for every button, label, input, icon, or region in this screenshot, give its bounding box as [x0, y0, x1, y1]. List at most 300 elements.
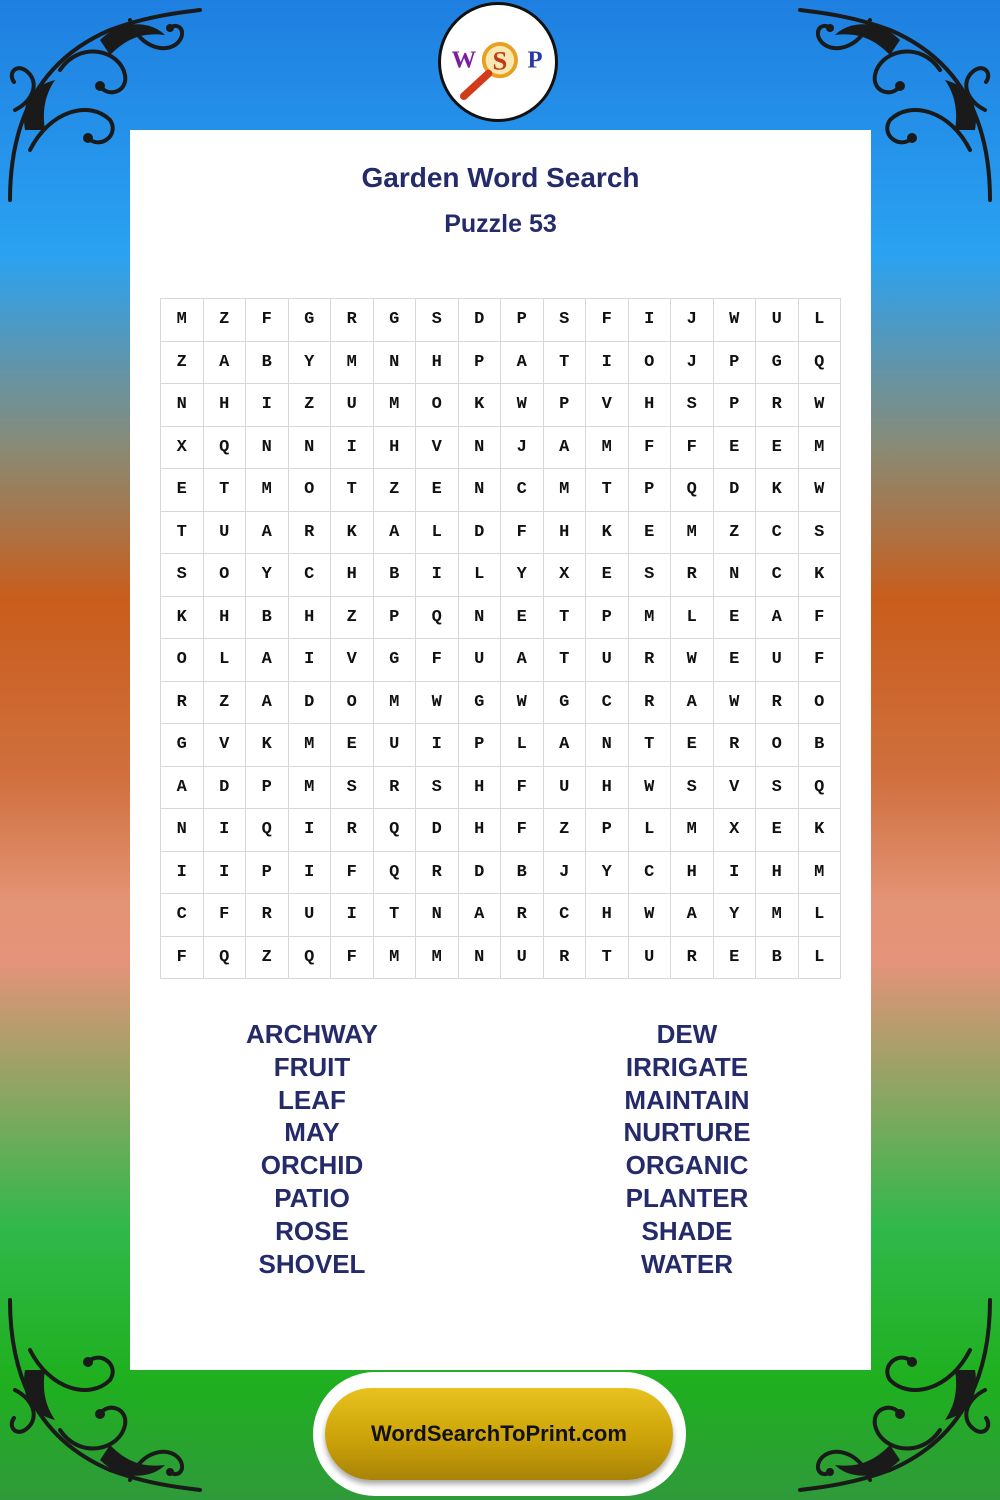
grid-cell[interactable]: Y: [713, 894, 756, 937]
grid-row: [161, 894, 841, 937]
grid-cell[interactable]: A: [246, 681, 289, 724]
grid-row: [161, 639, 841, 682]
puzzle-sheet: [130, 130, 871, 1370]
grid-cell[interactable]: Q: [798, 341, 841, 384]
grid-cell[interactable]: K: [798, 809, 841, 852]
grid-cell[interactable]: L: [671, 596, 714, 639]
word-list-item: LEAF: [278, 1084, 346, 1115]
grid-cell[interactable]: F: [586, 299, 629, 342]
grid-cell[interactable]: R: [713, 724, 756, 767]
grid-cell[interactable]: U: [543, 766, 586, 809]
grid-row: [161, 724, 841, 767]
grid-cell[interactable]: S: [671, 766, 714, 809]
word-list-left: [187, 1018, 437, 1280]
grid-cell[interactable]: I: [288, 809, 331, 852]
grid-cell[interactable]: D: [713, 469, 756, 512]
grid-cell[interactable]: H: [331, 554, 374, 597]
grid-cell[interactable]: F: [161, 936, 204, 979]
grid-cell[interactable]: T: [628, 724, 671, 767]
grid-cell[interactable]: J: [671, 341, 714, 384]
grid-cell[interactable]: L: [798, 299, 841, 342]
grid-cell[interactable]: M: [246, 469, 289, 512]
grid-cell[interactable]: S: [798, 511, 841, 554]
grid-cell[interactable]: O: [203, 554, 246, 597]
grid-cell[interactable]: F: [331, 936, 374, 979]
grid-cell[interactable]: H: [543, 511, 586, 554]
grid-cell[interactable]: U: [203, 511, 246, 554]
grid-cell[interactable]: U: [373, 724, 416, 767]
grid-cell[interactable]: T: [203, 469, 246, 512]
logo-letter-p: P: [527, 46, 543, 74]
grid-cell[interactable]: R: [756, 384, 799, 427]
grid-cell[interactable]: Q: [246, 809, 289, 852]
grid-cell[interactable]: Z: [331, 596, 374, 639]
grid-cell[interactable]: S: [161, 554, 204, 597]
grid-cell[interactable]: I: [288, 639, 331, 682]
grid-cell[interactable]: R: [756, 681, 799, 724]
grid-row: [161, 341, 841, 384]
puzzle-number: Puzzle 53: [444, 210, 557, 238]
grid-cell[interactable]: R: [288, 511, 331, 554]
grid-cell[interactable]: E: [501, 596, 544, 639]
grid-row: [161, 384, 841, 427]
grid-cell[interactable]: F: [416, 639, 459, 682]
grid-cell[interactable]: I: [628, 299, 671, 342]
grid-cell[interactable]: D: [458, 511, 501, 554]
grid-cell[interactable]: W: [628, 766, 671, 809]
grid-cell[interactable]: H: [628, 384, 671, 427]
grid-cell[interactable]: N: [288, 426, 331, 469]
logo-letter-w: W: [451, 46, 477, 74]
grid-cell[interactable]: C: [501, 469, 544, 512]
grid-cell[interactable]: D: [416, 809, 459, 852]
grid-cell[interactable]: I: [331, 894, 374, 937]
grid-cell[interactable]: R: [416, 851, 459, 894]
word-list-item: ORCHID: [260, 1150, 364, 1181]
grid-cell[interactable]: M: [586, 426, 629, 469]
grid-cell[interactable]: O: [288, 469, 331, 512]
grid-cell[interactable]: S: [628, 554, 671, 597]
grid-cell[interactable]: M: [288, 724, 331, 767]
grid-cell[interactable]: M: [798, 426, 841, 469]
grid-cell[interactable]: N: [713, 554, 756, 597]
grid-cell[interactable]: K: [246, 724, 289, 767]
grid-cell[interactable]: A: [543, 724, 586, 767]
word-list-item: MAINTAIN: [624, 1084, 750, 1115]
grid-cell[interactable]: X: [543, 554, 586, 597]
grid-cell[interactable]: V: [416, 426, 459, 469]
grid-cell[interactable]: I: [416, 554, 459, 597]
grid-cell[interactable]: L: [628, 809, 671, 852]
grid-cell[interactable]: I: [203, 851, 246, 894]
grid-cell[interactable]: W: [501, 681, 544, 724]
grid-cell[interactable]: V: [713, 766, 756, 809]
grid-cell[interactable]: J: [501, 426, 544, 469]
grid-cell[interactable]: R: [628, 639, 671, 682]
grid-cell[interactable]: C: [161, 894, 204, 937]
grid-cell[interactable]: R: [671, 936, 714, 979]
grid-cell[interactable]: Z: [713, 511, 756, 554]
grid-cell[interactable]: M: [798, 851, 841, 894]
word-list-item: SHOVEL: [258, 1248, 366, 1279]
footer-badge: [313, 1372, 686, 1496]
grid-cell[interactable]: I: [586, 341, 629, 384]
grid-cell[interactable]: X: [161, 426, 204, 469]
grid-cell[interactable]: V: [331, 639, 374, 682]
grid-cell[interactable]: L: [458, 554, 501, 597]
grid-cell[interactable]: J: [543, 851, 586, 894]
grid-cell[interactable]: W: [798, 469, 841, 512]
grid-cell[interactable]: D: [288, 681, 331, 724]
grid-cell[interactable]: M: [543, 469, 586, 512]
grid-cell[interactable]: R: [331, 299, 374, 342]
grid-cell[interactable]: K: [586, 511, 629, 554]
grid-cell[interactable]: C: [288, 554, 331, 597]
word-list-item: ARCHWAY: [246, 1019, 378, 1049]
grid-cell[interactable]: H: [203, 596, 246, 639]
grid-cell[interactable]: E: [416, 469, 459, 512]
grid-cell[interactable]: A: [671, 894, 714, 937]
grid-cell[interactable]: L: [416, 511, 459, 554]
grid-cell[interactable]: Z: [203, 299, 246, 342]
grid-cell[interactable]: H: [756, 851, 799, 894]
grid-cell[interactable]: E: [586, 554, 629, 597]
word-list-item: ROSE: [275, 1215, 349, 1246]
grid-cell[interactable]: G: [373, 299, 416, 342]
grid-cell[interactable]: O: [756, 724, 799, 767]
word-list-item: IRRIGATE: [625, 1051, 749, 1082]
grid-cell[interactable]: B: [373, 554, 416, 597]
grid-row: [161, 554, 841, 597]
grid-row: [161, 426, 841, 469]
grid-cell[interactable]: P: [713, 384, 756, 427]
grid-row: [161, 681, 841, 724]
grid-cell[interactable]: Y: [246, 554, 289, 597]
grid-cell[interactable]: P: [586, 596, 629, 639]
grid-cell[interactable]: P: [246, 851, 289, 894]
grid-cell[interactable]: A: [203, 341, 246, 384]
grid-cell[interactable]: P: [501, 299, 544, 342]
grid-cell[interactable]: R: [543, 936, 586, 979]
grid-cell[interactable]: E: [671, 724, 714, 767]
word-list-right: [562, 1018, 812, 1280]
grid-cell[interactable]: M: [756, 894, 799, 937]
grid-cell[interactable]: S: [543, 299, 586, 342]
grid-cell[interactable]: P: [458, 341, 501, 384]
grid-cell[interactable]: K: [161, 596, 204, 639]
wsp-logo[interactable]: [438, 2, 558, 122]
word-list-item: MAY: [284, 1117, 340, 1148]
grid-cell[interactable]: B: [246, 341, 289, 384]
grid-cell[interactable]: L: [798, 936, 841, 979]
grid-cell[interactable]: M: [373, 681, 416, 724]
grid-cell[interactable]: T: [161, 511, 204, 554]
word-list-item: NURTURE: [623, 1117, 751, 1148]
grid-cell[interactable]: P: [246, 766, 289, 809]
grid-row: [161, 511, 841, 554]
grid-cell[interactable]: P: [458, 724, 501, 767]
grid-cell[interactable]: N: [586, 724, 629, 767]
grid-cell[interactable]: Q: [288, 936, 331, 979]
grid-cell[interactable]: M: [373, 384, 416, 427]
grid-cell[interactable]: F: [798, 639, 841, 682]
grid-cell[interactable]: W: [416, 681, 459, 724]
grid-cell[interactable]: Z: [246, 936, 289, 979]
grid-cell[interactable]: C: [586, 681, 629, 724]
grid-row: [161, 299, 841, 342]
grid-cell[interactable]: Z: [543, 809, 586, 852]
grid-cell[interactable]: A: [246, 639, 289, 682]
grid-cell[interactable]: N: [458, 596, 501, 639]
grid-row: [161, 809, 841, 852]
grid-cell[interactable]: E: [331, 724, 374, 767]
grid-cell[interactable]: Y: [586, 851, 629, 894]
grid-cell[interactable]: A: [671, 681, 714, 724]
grid-cell[interactable]: S: [756, 766, 799, 809]
grid-cell[interactable]: T: [543, 341, 586, 384]
grid-cell[interactable]: U: [331, 384, 374, 427]
grid-cell[interactable]: N: [373, 341, 416, 384]
grid-cell[interactable]: K: [756, 469, 799, 512]
grid-cell[interactable]: F: [501, 809, 544, 852]
grid-cell[interactable]: B: [798, 724, 841, 767]
grid-cell[interactable]: I: [416, 724, 459, 767]
grid-cell[interactable]: R: [373, 766, 416, 809]
grid-cell[interactable]: R: [331, 809, 374, 852]
grid-cell[interactable]: W: [713, 299, 756, 342]
grid-cell[interactable]: H: [416, 341, 459, 384]
grid-cell[interactable]: U: [288, 894, 331, 937]
grid-cell[interactable]: F: [501, 511, 544, 554]
grid-cell[interactable]: W: [628, 894, 671, 937]
word-list-item: FRUIT: [273, 1051, 351, 1082]
grid-cell[interactable]: O: [331, 681, 374, 724]
grid-cell[interactable]: C: [543, 894, 586, 937]
grid-cell[interactable]: N: [416, 894, 459, 937]
grid-cell[interactable]: N: [161, 809, 204, 852]
grid-cell[interactable]: M: [671, 809, 714, 852]
grid-cell[interactable]: S: [671, 384, 714, 427]
grid-cell[interactable]: Y: [288, 341, 331, 384]
grid-cell[interactable]: L: [501, 724, 544, 767]
grid-cell[interactable]: F: [671, 426, 714, 469]
grid-cell[interactable]: U: [586, 639, 629, 682]
grid-cell[interactable]: A: [756, 596, 799, 639]
grid-cell[interactable]: D: [458, 299, 501, 342]
grid-cell[interactable]: T: [543, 639, 586, 682]
grid-cell[interactable]: C: [628, 851, 671, 894]
grid-cell[interactable]: F: [798, 596, 841, 639]
grid-cell[interactable]: S: [416, 299, 459, 342]
grid-row: [161, 936, 841, 979]
grid-cell[interactable]: P: [628, 469, 671, 512]
grid-cell[interactable]: O: [628, 341, 671, 384]
grid-cell[interactable]: T: [331, 469, 374, 512]
word-list-item: SHADE: [641, 1215, 733, 1246]
grid-cell[interactable]: P: [373, 596, 416, 639]
grid-cell[interactable]: N: [458, 426, 501, 469]
grid-cell[interactable]: W: [798, 384, 841, 427]
grid-cell[interactable]: E: [713, 936, 756, 979]
grid-cell[interactable]: R: [628, 681, 671, 724]
grid-cell[interactable]: C: [756, 554, 799, 597]
grid-cell[interactable]: Q: [798, 766, 841, 809]
grid-cell[interactable]: E: [756, 426, 799, 469]
logo-letter-s: S: [492, 45, 508, 76]
grid-cell[interactable]: M: [161, 299, 204, 342]
grid-cell[interactable]: F: [628, 426, 671, 469]
grid-cell[interactable]: H: [671, 851, 714, 894]
puzzle-title: Garden Word Search: [361, 162, 640, 193]
grid-cell[interactable]: I: [161, 851, 204, 894]
grid-cell[interactable]: A: [501, 639, 544, 682]
grid-cell[interactable]: H: [586, 894, 629, 937]
grid-cell[interactable]: P: [586, 809, 629, 852]
grid-cell[interactable]: Q: [373, 851, 416, 894]
grid-cell[interactable]: G: [756, 341, 799, 384]
grid-cell[interactable]: G: [543, 681, 586, 724]
grid-cell[interactable]: F: [501, 766, 544, 809]
grid-cell[interactable]: R: [501, 894, 544, 937]
grid-cell[interactable]: N: [161, 384, 204, 427]
grid-cell[interactable]: Z: [288, 384, 331, 427]
grid-cell[interactable]: Z: [161, 341, 204, 384]
grid-cell[interactable]: G: [458, 681, 501, 724]
grid-cell[interactable]: P: [713, 341, 756, 384]
grid-cell[interactable]: T: [586, 469, 629, 512]
grid-cell[interactable]: E: [161, 469, 204, 512]
word-list-item: PATIO: [274, 1182, 350, 1213]
grid-cell[interactable]: H: [458, 766, 501, 809]
grid-cell[interactable]: E: [713, 639, 756, 682]
grid-cell[interactable]: G: [373, 639, 416, 682]
word-list-item: DEW: [656, 1019, 718, 1049]
grid-cell[interactable]: U: [501, 936, 544, 979]
grid-cell[interactable]: V: [586, 384, 629, 427]
site-link[interactable]: WordSearchToPrint.com: [325, 1388, 673, 1480]
grid-cell[interactable]: Q: [203, 936, 246, 979]
word-list-item: WATER: [641, 1248, 733, 1279]
grid-cell[interactable]: Q: [671, 469, 714, 512]
grid-cell[interactable]: D: [203, 766, 246, 809]
grid-cell[interactable]: A: [501, 341, 544, 384]
word-list-item: ORGANIC: [625, 1150, 749, 1181]
grid-cell[interactable]: W: [671, 639, 714, 682]
grid-cell[interactable]: E: [756, 809, 799, 852]
grid-cell[interactable]: H: [373, 426, 416, 469]
letter-grid: [160, 298, 841, 979]
grid-cell[interactable]: K: [798, 554, 841, 597]
grid-cell[interactable]: V: [203, 724, 246, 767]
grid-cell[interactable]: A: [161, 766, 204, 809]
grid-cell[interactable]: E: [713, 426, 756, 469]
grid-cell[interactable]: H: [586, 766, 629, 809]
grid-cell[interactable]: M: [373, 936, 416, 979]
grid-cell[interactable]: O: [798, 681, 841, 724]
grid-cell[interactable]: U: [756, 639, 799, 682]
grid-cell[interactable]: O: [416, 384, 459, 427]
grid-cell[interactable]: M: [628, 596, 671, 639]
grid-cell[interactable]: U: [756, 299, 799, 342]
grid-cell[interactable]: O: [161, 639, 204, 682]
grid-cell[interactable]: N: [458, 469, 501, 512]
grid-cell[interactable]: R: [161, 681, 204, 724]
grid-cell[interactable]: I: [203, 809, 246, 852]
grid-cell[interactable]: M: [416, 936, 459, 979]
grid-cell[interactable]: S: [331, 766, 374, 809]
grid-row: [161, 851, 841, 894]
grid-cell[interactable]: Q: [203, 426, 246, 469]
grid-cell[interactable]: P: [543, 384, 586, 427]
grid-cell[interactable]: A: [543, 426, 586, 469]
grid-row: [161, 469, 841, 512]
grid-cell[interactable]: C: [756, 511, 799, 554]
word-list-item: PLANTER: [625, 1182, 749, 1213]
grid-cell[interactable]: A: [246, 511, 289, 554]
grid-row: [161, 766, 841, 809]
grid-cell[interactable]: T: [373, 894, 416, 937]
grid-cell[interactable]: D: [458, 851, 501, 894]
grid-cell[interactable]: B: [246, 596, 289, 639]
grid-cell[interactable]: H: [203, 384, 246, 427]
grid-cell[interactable]: H: [288, 596, 331, 639]
grid-cell[interactable]: R: [671, 554, 714, 597]
grid-cell[interactable]: G: [161, 724, 204, 767]
grid-cell[interactable]: I: [288, 851, 331, 894]
grid-cell[interactable]: A: [373, 511, 416, 554]
grid-cell[interactable]: U: [458, 639, 501, 682]
grid-cell[interactable]: N: [458, 936, 501, 979]
grid-cell[interactable]: G: [288, 299, 331, 342]
grid-cell[interactable]: T: [586, 936, 629, 979]
grid-cell[interactable]: X: [713, 809, 756, 852]
grid-cell[interactable]: N: [246, 426, 289, 469]
grid-cell[interactable]: Q: [373, 809, 416, 852]
grid-cell[interactable]: J: [671, 299, 714, 342]
grid-cell[interactable]: Q: [416, 596, 459, 639]
grid-cell[interactable]: M: [671, 511, 714, 554]
grid-cell[interactable]: W: [501, 384, 544, 427]
grid-cell[interactable]: Y: [501, 554, 544, 597]
grid-cell[interactable]: A: [458, 894, 501, 937]
grid-cell[interactable]: F: [246, 299, 289, 342]
grid-cell[interactable]: H: [458, 809, 501, 852]
grid-cell[interactable]: L: [798, 894, 841, 937]
grid-row: [161, 596, 841, 639]
grid-cell[interactable]: B: [756, 936, 799, 979]
grid-cell[interactable]: F: [331, 851, 374, 894]
grid-cell[interactable]: Z: [373, 469, 416, 512]
grid-cell[interactable]: M: [331, 341, 374, 384]
grid-cell[interactable]: T: [543, 596, 586, 639]
grid-cell[interactable]: I: [246, 384, 289, 427]
grid-cell[interactable]: W: [713, 681, 756, 724]
grid-cell[interactable]: R: [246, 894, 289, 937]
grid-cell[interactable]: B: [501, 851, 544, 894]
grid-cell[interactable]: E: [713, 596, 756, 639]
grid-cell[interactable]: K: [331, 511, 374, 554]
grid-cell[interactable]: F: [203, 894, 246, 937]
grid-cell[interactable]: M: [288, 766, 331, 809]
grid-cell[interactable]: L: [203, 639, 246, 682]
grid-cell[interactable]: K: [458, 384, 501, 427]
grid-cell[interactable]: U: [628, 936, 671, 979]
grid-cell[interactable]: E: [628, 511, 671, 554]
grid-cell[interactable]: I: [713, 851, 756, 894]
grid-cell[interactable]: S: [416, 766, 459, 809]
grid-cell[interactable]: Z: [203, 681, 246, 724]
grid-cell[interactable]: I: [331, 426, 374, 469]
